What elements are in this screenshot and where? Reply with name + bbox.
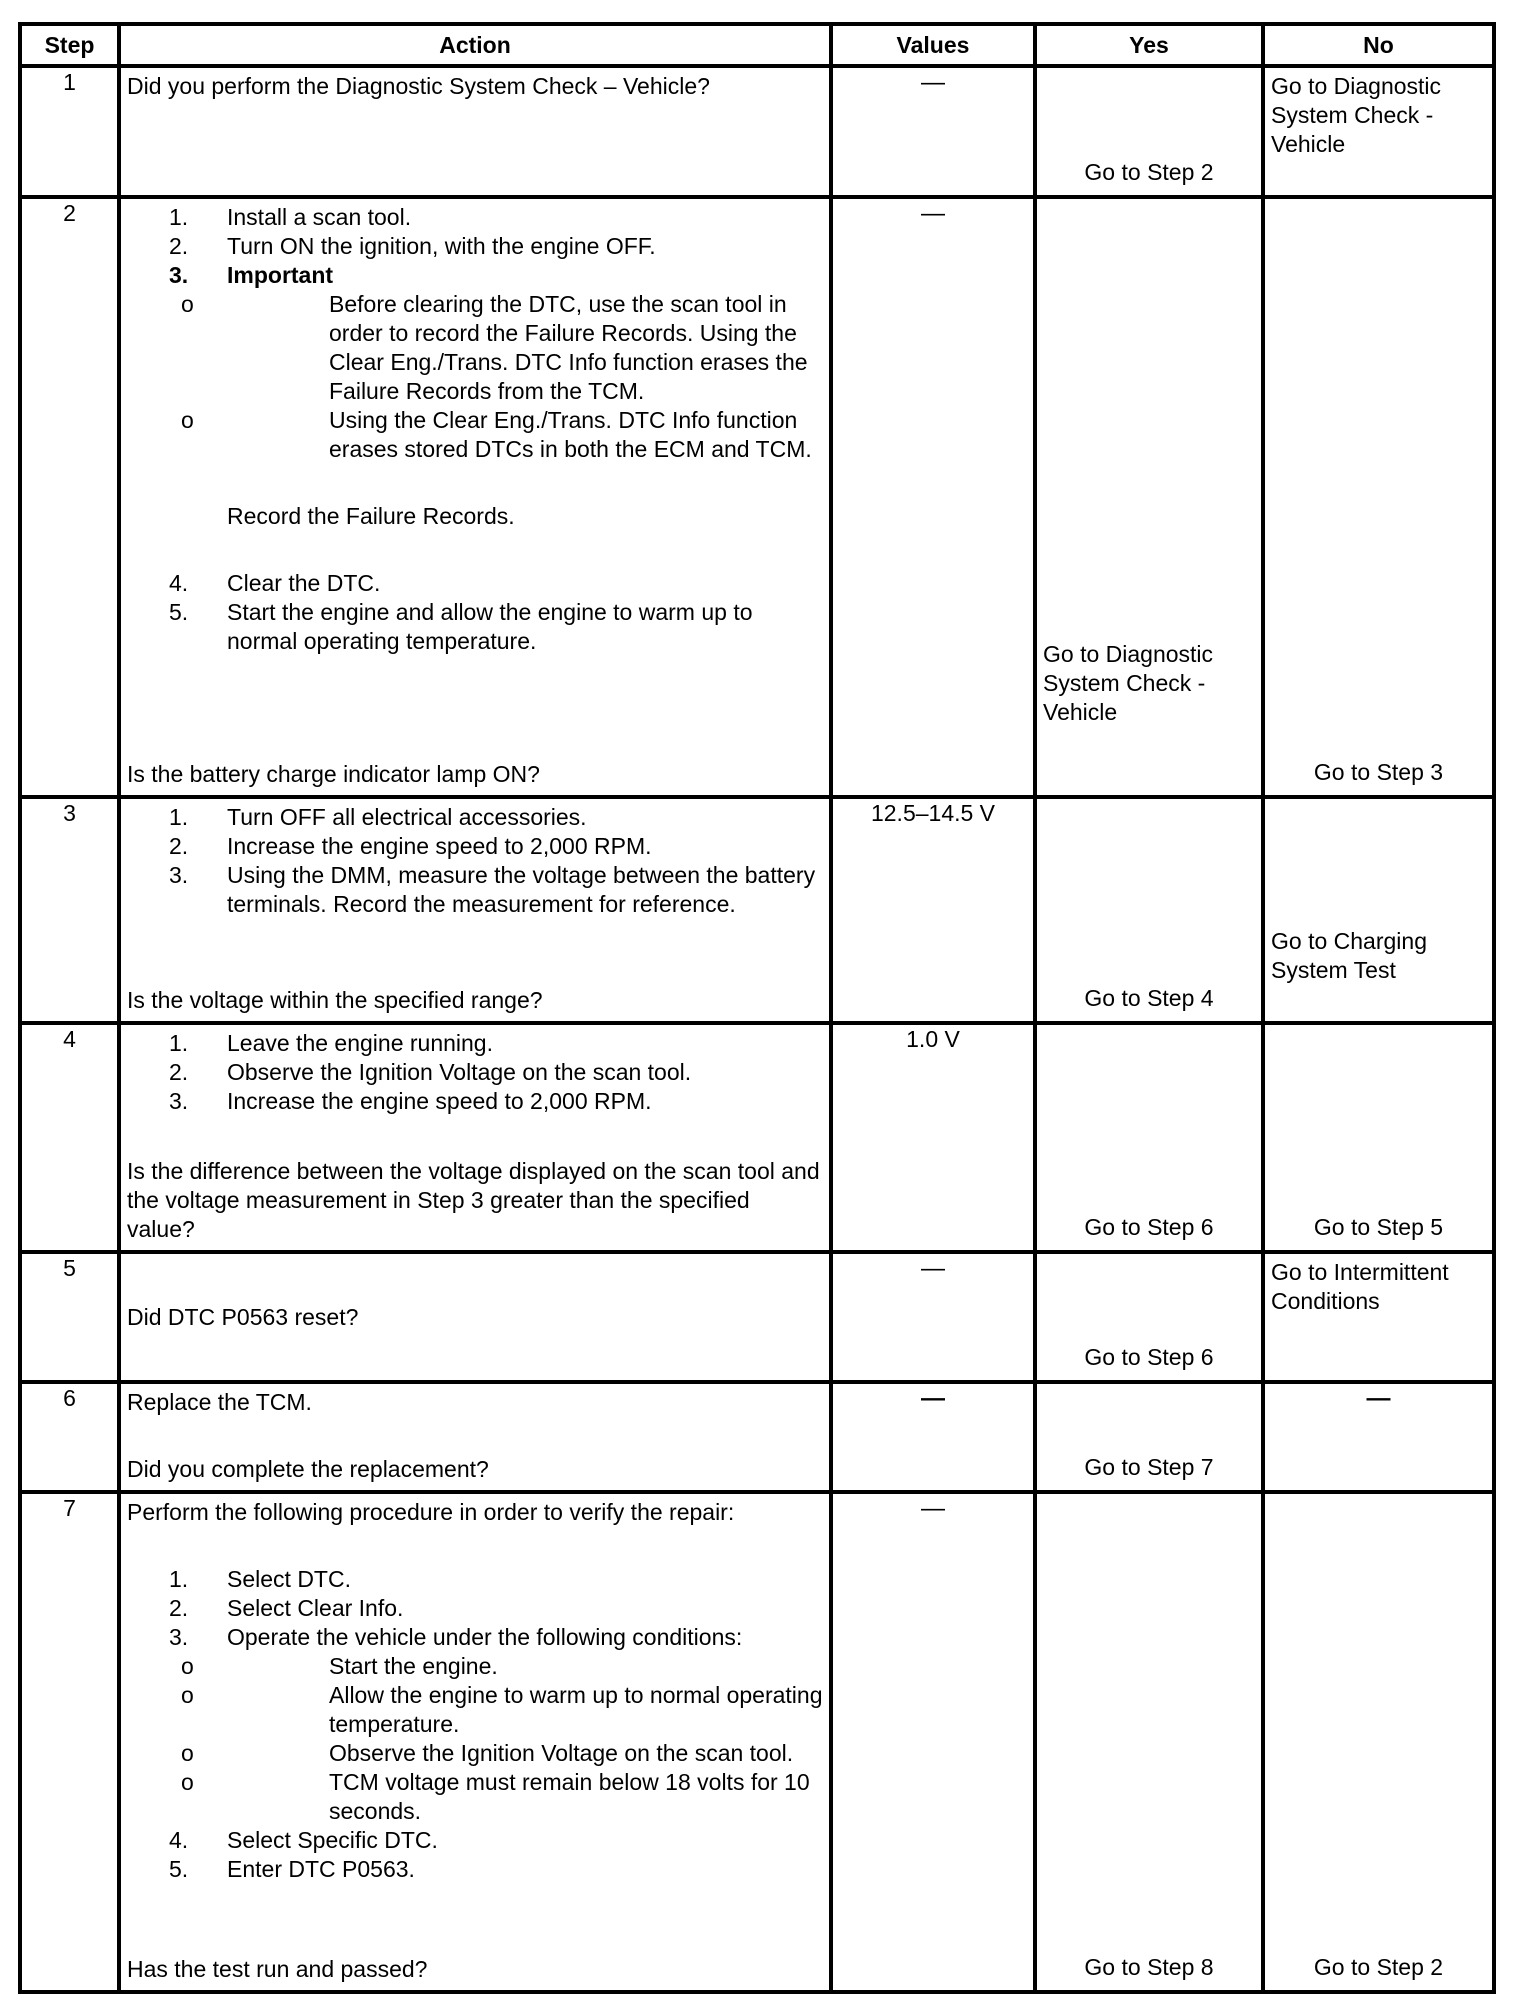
list-item-text: Operate the vehicle under the following conditions:	[227, 1624, 743, 1650]
value: —	[921, 200, 945, 227]
no-link[interactable]: Go to Step 5	[1313, 1214, 1444, 1240]
step-number: 7	[20, 1492, 119, 1992]
header-row	[20, 24, 1494, 66]
yes-link[interactable]: Go to Step 6	[1084, 1344, 1214, 1370]
important-label: Important	[227, 262, 334, 288]
table-row	[20, 797, 1494, 1023]
yes-link[interactable]: Go to Diagnostic System Check - Vehicle	[1043, 641, 1214, 725]
list-item-important	[227, 261, 823, 464]
question: Is the difference between the voltage displayed on the scan tool and the voltage measurement in Step 3 greater than the specified value?	[127, 1158, 820, 1242]
no-link[interactable]: Go to Step 3	[1313, 759, 1444, 785]
table-row	[20, 66, 1494, 197]
no-value: —	[1366, 1385, 1391, 1412]
list-item: Turn OFF all electrical accessories.	[227, 804, 587, 830]
list-item: Enter DTC P0563.	[227, 1856, 415, 1882]
list-item: Using the DMM, measure the voltage between the battery terminals. Record the measurement for reference.	[227, 862, 816, 917]
no-cell	[1263, 197, 1494, 797]
yes-cell	[1035, 1252, 1263, 1382]
value-cell	[831, 197, 1035, 797]
list-item: Observe the Ignition Voltage on the scan tool.	[227, 1059, 692, 1085]
no-cell	[1263, 1492, 1494, 1992]
procedure-list	[127, 803, 823, 919]
question: Did DTC P0563 reset?	[127, 1303, 359, 1330]
sub-list	[127, 290, 823, 464]
value-cell	[831, 1492, 1035, 1992]
step-number: 5	[20, 1252, 119, 1382]
step-number: 6	[20, 1382, 119, 1492]
sub-item: o Allow the engine to warm up to normal operating temperature.	[229, 1681, 823, 1739]
step-number: 1	[20, 66, 119, 197]
list-item: Install a scan tool.	[227, 204, 412, 230]
yes-cell	[1035, 1382, 1263, 1492]
no-link[interactable]: Go to Diagnostic System Check - Vehicle	[1271, 73, 1442, 157]
step-number: 3	[20, 797, 119, 1023]
question: Did you complete the replacement?	[127, 1456, 489, 1482]
list-item: Increase the engine speed to 2,000 RPM.	[227, 1088, 652, 1114]
value-cell	[831, 1023, 1035, 1252]
question: Is the battery charge indicator lamp ON?	[127, 761, 540, 787]
no-cell	[1263, 1252, 1494, 1382]
sub-item: o TCM voltage must remain below 18 volts for 10 seconds.	[229, 1768, 823, 1826]
list-item: Select Specific DTC.	[227, 1827, 438, 1853]
value-cell	[831, 1252, 1035, 1382]
sub-item: o Using the Clear Eng./Trans. DTC Info function erases stored DTCs in both the ECM and TCM.	[229, 406, 823, 464]
yes-cell	[1035, 797, 1263, 1023]
no-link[interactable]: Go to Charging System Test	[1271, 928, 1427, 983]
value-cell	[831, 797, 1035, 1023]
action-cell	[119, 1492, 831, 1992]
diagnostic-table	[18, 22, 1496, 1994]
yes-link[interactable]: Go to Step 6	[1084, 1214, 1214, 1240]
yes-cell	[1035, 197, 1263, 797]
header-values: Values	[831, 24, 1035, 66]
procedure-list	[127, 1565, 823, 1826]
question: Has the test run and passed?	[127, 1956, 428, 1982]
sub-list	[127, 1652, 823, 1826]
sub-item: o Observe the Ignition Voltage on the scan tool.	[229, 1739, 823, 1768]
value: —	[921, 1385, 945, 1412]
yes-link[interactable]: Go to Step 2	[1084, 159, 1214, 185]
no-link[interactable]: Go to Intermittent Conditions	[1271, 1259, 1449, 1314]
header-step: Step	[20, 24, 119, 66]
no-cell	[1263, 1023, 1494, 1252]
step-number: 2	[20, 197, 119, 797]
yes-cell	[1035, 1492, 1263, 1992]
table-row	[20, 1382, 1494, 1492]
yes-link[interactable]: Go to Step 8	[1084, 1954, 1214, 1980]
value-cell	[831, 66, 1035, 197]
table-row	[20, 197, 1494, 797]
value: 1.0 V	[906, 1026, 960, 1052]
list-item: Select Clear Info.	[227, 1595, 404, 1621]
question: Is the voltage within the specified range?	[127, 987, 543, 1013]
table-row	[20, 1492, 1494, 1992]
procedure-list	[127, 1826, 823, 1884]
procedure-list	[127, 569, 823, 656]
no-cell	[1263, 797, 1494, 1023]
value: —	[921, 1255, 945, 1282]
sub-item: o Start the engine.	[229, 1652, 823, 1681]
action-cell	[119, 797, 831, 1023]
list-item: Select DTC.	[227, 1566, 351, 1592]
list-item: Leave the engine running.	[227, 1030, 493, 1056]
question: Did you perform the Diagnostic System Check – Vehicle?	[127, 73, 710, 99]
procedure-list	[127, 1029, 823, 1116]
list-item: Increase the engine speed to 2,000 RPM.	[227, 833, 652, 859]
action-intro: Replace the TCM.	[127, 1389, 312, 1415]
record-note: Record the Failure Records.	[227, 503, 515, 529]
header-action: Action	[119, 24, 831, 66]
table-row	[20, 1252, 1494, 1382]
sub-item: o Before clearing the DTC, use the scan tool in order to record the Failure Records. Using the Clear Eng./Trans. DTC Info function erases the Failure Records from the TCM.	[229, 290, 823, 406]
yes-cell	[1035, 66, 1263, 197]
list-item: Start the engine and allow the engine to warm up to normal operating temperature.	[227, 599, 753, 654]
table-row	[20, 1023, 1494, 1252]
no-cell	[1263, 66, 1494, 197]
procedure-list	[127, 203, 823, 464]
no-link[interactable]: Go to Step 2	[1313, 1954, 1444, 1980]
header-yes: Yes	[1035, 24, 1263, 66]
value: —	[921, 69, 945, 96]
step-number: 4	[20, 1023, 119, 1252]
yes-link[interactable]: Go to Step 4	[1084, 985, 1214, 1011]
action-cell	[119, 1252, 831, 1382]
action-intro: Perform the following procedure in order to verify the repair:	[127, 1499, 735, 1525]
value: 12.5–14.5 V	[870, 800, 996, 826]
action-cell	[119, 66, 831, 197]
list-item: Turn ON the ignition, with the engine OFF.	[227, 233, 656, 259]
yes-cell	[1035, 1023, 1263, 1252]
action-cell	[119, 1382, 831, 1492]
action-cell	[119, 197, 831, 797]
action-cell	[119, 1023, 831, 1252]
list-item	[227, 1623, 823, 1826]
no-cell	[1263, 1382, 1494, 1492]
list-item: Clear the DTC.	[227, 570, 381, 596]
value: —	[921, 1495, 945, 1522]
yes-link[interactable]: Go to Step 7	[1084, 1454, 1214, 1480]
header-no: No	[1263, 24, 1494, 66]
value-cell	[831, 1382, 1035, 1492]
